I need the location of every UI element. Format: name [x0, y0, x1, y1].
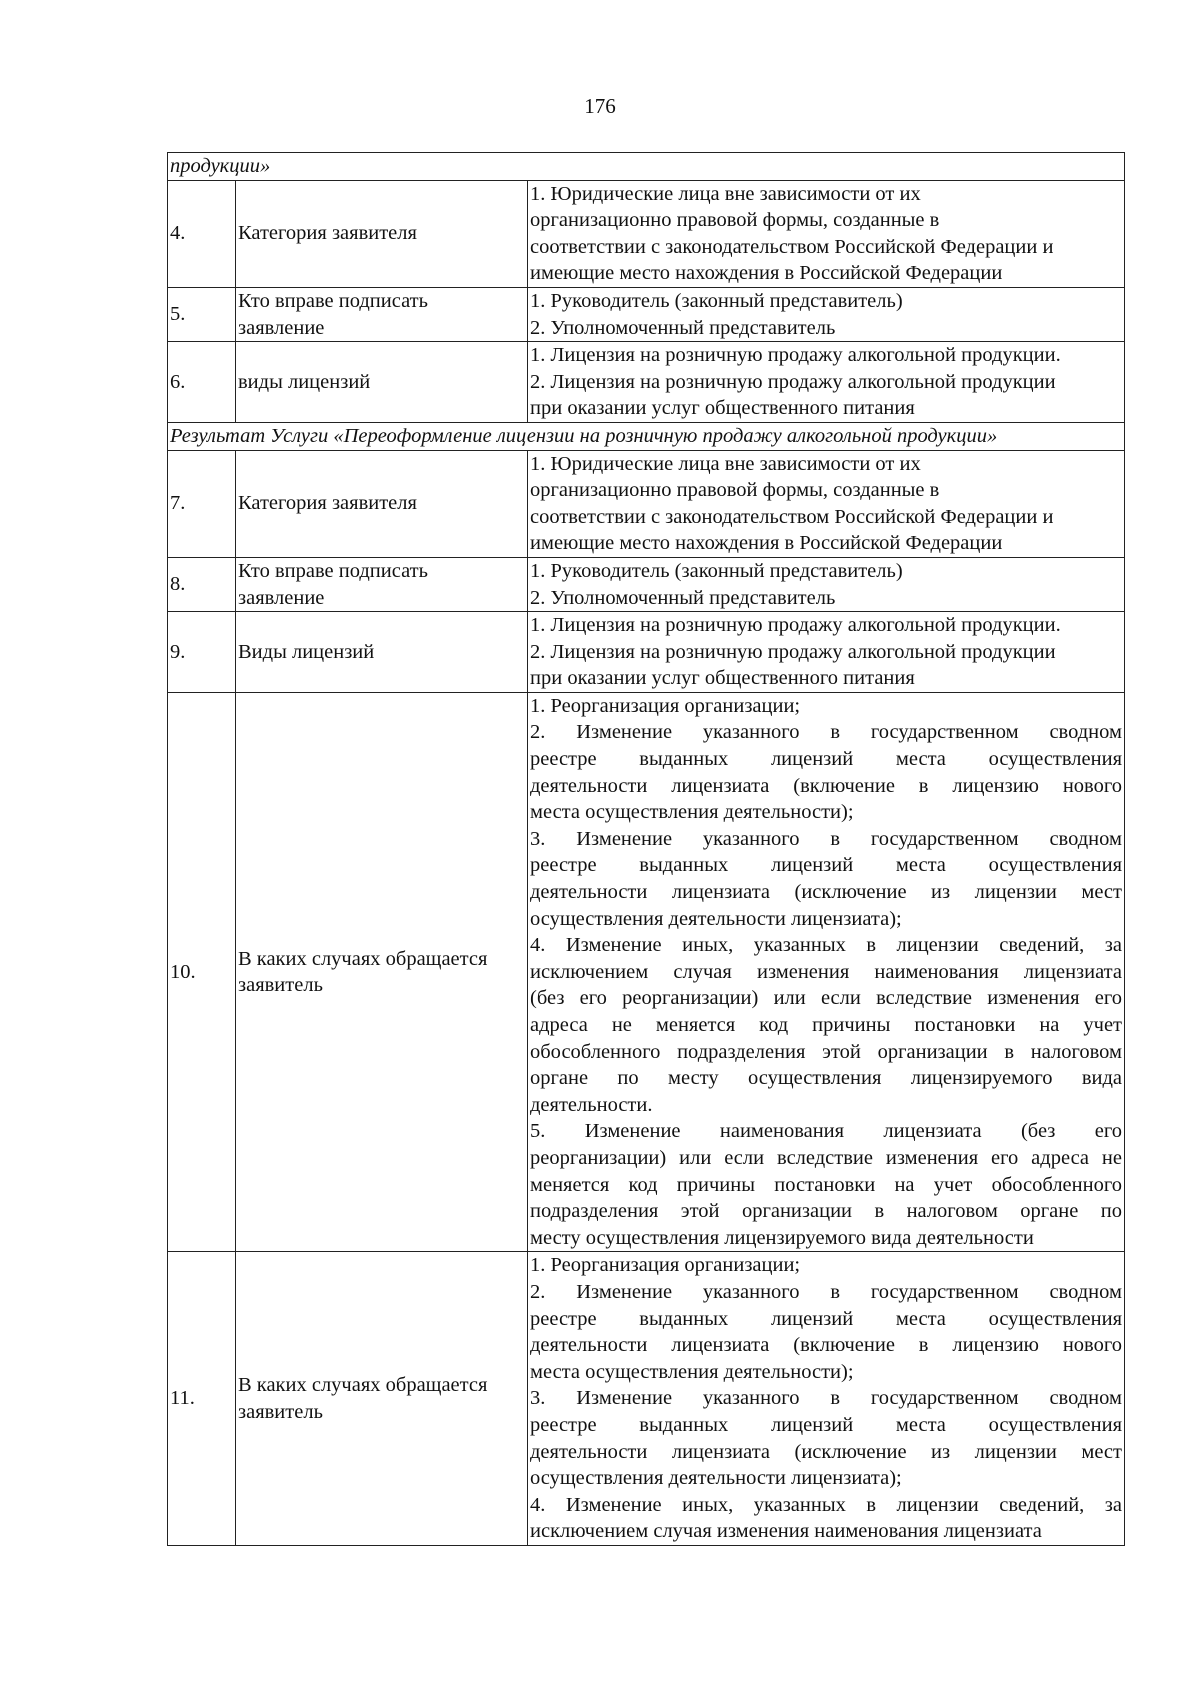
section-heading-result: Результат Услуги «Переоформление лицензии на розничную продажу алкогольной продукции»: [168, 422, 1125, 450]
row-label: [236, 342, 528, 423]
row-value-line: соответствии с законодательством Российской Федерации и: [530, 505, 1054, 528]
row-value-line: деятельности лицензиата (включение в лицензию нового: [530, 1334, 1122, 1357]
table-row: [168, 1252, 1125, 1546]
row-number: 4.: [168, 180, 236, 287]
row-value-line: организационно правовой формы, созданные в: [530, 479, 940, 502]
row-value-line: осуществления деятельности лицензиата);: [530, 1467, 902, 1490]
row-number: 7.: [168, 450, 236, 557]
page-number: 176: [584, 94, 616, 118]
rows-group-b: [168, 450, 1125, 1545]
row-value-line: исключением случая изменения наименования лицензиата: [530, 1520, 1042, 1543]
table-row: [168, 450, 1125, 557]
row-label-line: Категория заявителя: [238, 492, 417, 515]
row-value-line: 2. Изменение указанного в государственном сводном: [530, 721, 1122, 744]
row-value-line: 1. Лицензия на розничную продажу алкогольной продукции.: [530, 344, 1061, 367]
row-label-line: заявление: [238, 316, 325, 339]
section-row-continued: [168, 153, 1125, 181]
table-row: [168, 692, 1125, 1251]
row-value-line: 4. Изменение иных, указанных в лицензии сведений, за: [530, 1493, 1122, 1516]
rows-group-a: [168, 180, 1125, 422]
row-value: [528, 450, 1125, 557]
requirements-table: [167, 152, 1125, 1546]
row-value-line: 1. Реорганизация организации;: [530, 694, 801, 717]
table-row: [168, 287, 1125, 341]
row-value-line: реорганизации) или если вследствие изменения его адреса не: [530, 1146, 1122, 1169]
table-row: [168, 557, 1125, 611]
row-value-line: места осуществления деятельности);: [530, 1360, 854, 1383]
row-value: [528, 557, 1125, 611]
row-value-line: исключением случая изменения наименования лицензиата: [530, 960, 1122, 983]
row-value-line: деятельности лицензиата (исключение из лицензии мест: [530, 1440, 1122, 1463]
row-value-line: 1. Лицензия на розничную продажу алкогольной продукции.: [530, 614, 1061, 637]
row-label-line: В каких случаях обращается: [238, 1374, 488, 1397]
row-value: [528, 342, 1125, 423]
row-value-line: организационно правовой формы, созданные в: [530, 209, 940, 232]
row-value: [528, 287, 1125, 341]
row-value-line: 1. Реорганизация организации;: [530, 1254, 801, 1277]
row-value: [528, 612, 1125, 693]
row-label-line: Категория заявителя: [238, 222, 417, 245]
row-value-line: имеющие место нахождения в Российской Федерации: [530, 532, 1003, 555]
row-value-line: при оказании услуг общественного питания: [530, 667, 915, 690]
row-value-line: деятельности лицензиата (исключение из лицензии мест: [530, 881, 1122, 904]
row-number: 11.: [168, 1252, 236, 1546]
table-body: [168, 153, 1125, 181]
row-value-line: реестре выданных лицензий места осуществления: [530, 854, 1122, 877]
row-label-line: виды лицензий: [238, 370, 371, 393]
section-row-result: [168, 422, 1125, 450]
row-value-line: 1. Руководитель (законный представитель): [530, 289, 903, 312]
row-value-line: реестре выданных лицензий места осуществления: [530, 1307, 1122, 1330]
row-label: [236, 287, 528, 341]
table-row: [168, 180, 1125, 287]
row-value-line: деятельности.: [530, 1093, 653, 1116]
row-value-line: 2. Уполномоченный представитель: [530, 586, 836, 609]
row-label: [236, 1252, 528, 1546]
row-label-line: В каких случаях обращается: [238, 947, 488, 970]
row-value-line: реестре выданных лицензий места осуществления: [530, 1413, 1122, 1436]
row-value-line: 1. Руководитель (законный представитель): [530, 559, 903, 582]
row-label: [236, 180, 528, 287]
row-value-line: 4. Изменение иных, указанных в лицензии сведений, за: [530, 934, 1122, 957]
row-number: 10.: [168, 692, 236, 1251]
row-value-line: 2. Уполномоченный представитель: [530, 316, 836, 339]
row-value-line: (без его реорганизации) или если вследствие изменения его: [530, 987, 1122, 1010]
row-label-line: Виды лицензий: [238, 640, 375, 663]
row-label: [236, 612, 528, 693]
row-label-line: Кто вправе подписать: [238, 289, 428, 312]
row-number: 8.: [168, 557, 236, 611]
row-value-line: месту осуществления лицензируемого вида деятельности: [530, 1226, 1034, 1249]
row-label-line: заявитель: [238, 974, 323, 997]
row-value-line: при оказании услуг общественного питания: [530, 397, 915, 420]
row-number: 5.: [168, 287, 236, 341]
row-label-line: заявление: [238, 586, 325, 609]
table-row: [168, 612, 1125, 693]
row-value-line: 2. Изменение указанного в государственном сводном: [530, 1280, 1122, 1303]
row-value-line: 5. Изменение наименования лицензиата (без его: [530, 1120, 1122, 1143]
table-row: [168, 342, 1125, 423]
row-value: [528, 180, 1125, 287]
row-value-line: имеющие место нахождения в Российской Федерации: [530, 262, 1003, 285]
row-value: [528, 1252, 1125, 1546]
result-section: [168, 422, 1125, 450]
row-value-line: 2. Лицензия на розничную продажу алкогольной продукции: [530, 370, 1056, 393]
row-label-line: Кто вправе подписать: [238, 559, 428, 582]
row-value-line: обособленного подразделения этой организации в налоговом: [530, 1040, 1122, 1063]
row-value-line: места осуществления деятельности);: [530, 801, 854, 824]
row-label: [236, 692, 528, 1251]
section-heading-continued: продукции»: [168, 153, 1125, 181]
row-value-line: деятельности лицензиата (включение в лицензию нового: [530, 774, 1122, 797]
row-label: [236, 450, 528, 557]
row-number: 9.: [168, 612, 236, 693]
row-value-line: подразделения этой организации в налоговом органе по: [530, 1200, 1122, 1223]
row-value: [528, 692, 1125, 1251]
row-value-line: 3. Изменение указанного в государственном сводном: [530, 1387, 1122, 1410]
row-label-line: заявитель: [238, 1400, 323, 1423]
row-value-line: адреса не меняется код причины постановки на учет: [530, 1014, 1122, 1036]
row-value-line: соответствии с законодательством Российской Федерации и: [530, 235, 1054, 258]
row-label: [236, 557, 528, 611]
row-value-line: осуществления деятельности лицензиата);: [530, 907, 902, 930]
row-number: 6.: [168, 342, 236, 423]
row-value-line: 1. Юридические лица вне зависимости от их: [530, 182, 921, 205]
row-value-line: 1. Юридические лица вне зависимости от их: [530, 452, 921, 475]
row-value-line: органе по месту осуществления лицензируемого вида: [530, 1067, 1122, 1090]
row-value-line: 2. Лицензия на розничную продажу алкогольной продукции: [530, 640, 1056, 663]
row-value-line: реестре выданных лицензий места осуществления: [530, 748, 1122, 771]
row-value-line: меняется код причины постановки на учет обособленного: [530, 1173, 1122, 1196]
row-value-line: 3. Изменение указанного в государственном сводном: [530, 827, 1122, 850]
